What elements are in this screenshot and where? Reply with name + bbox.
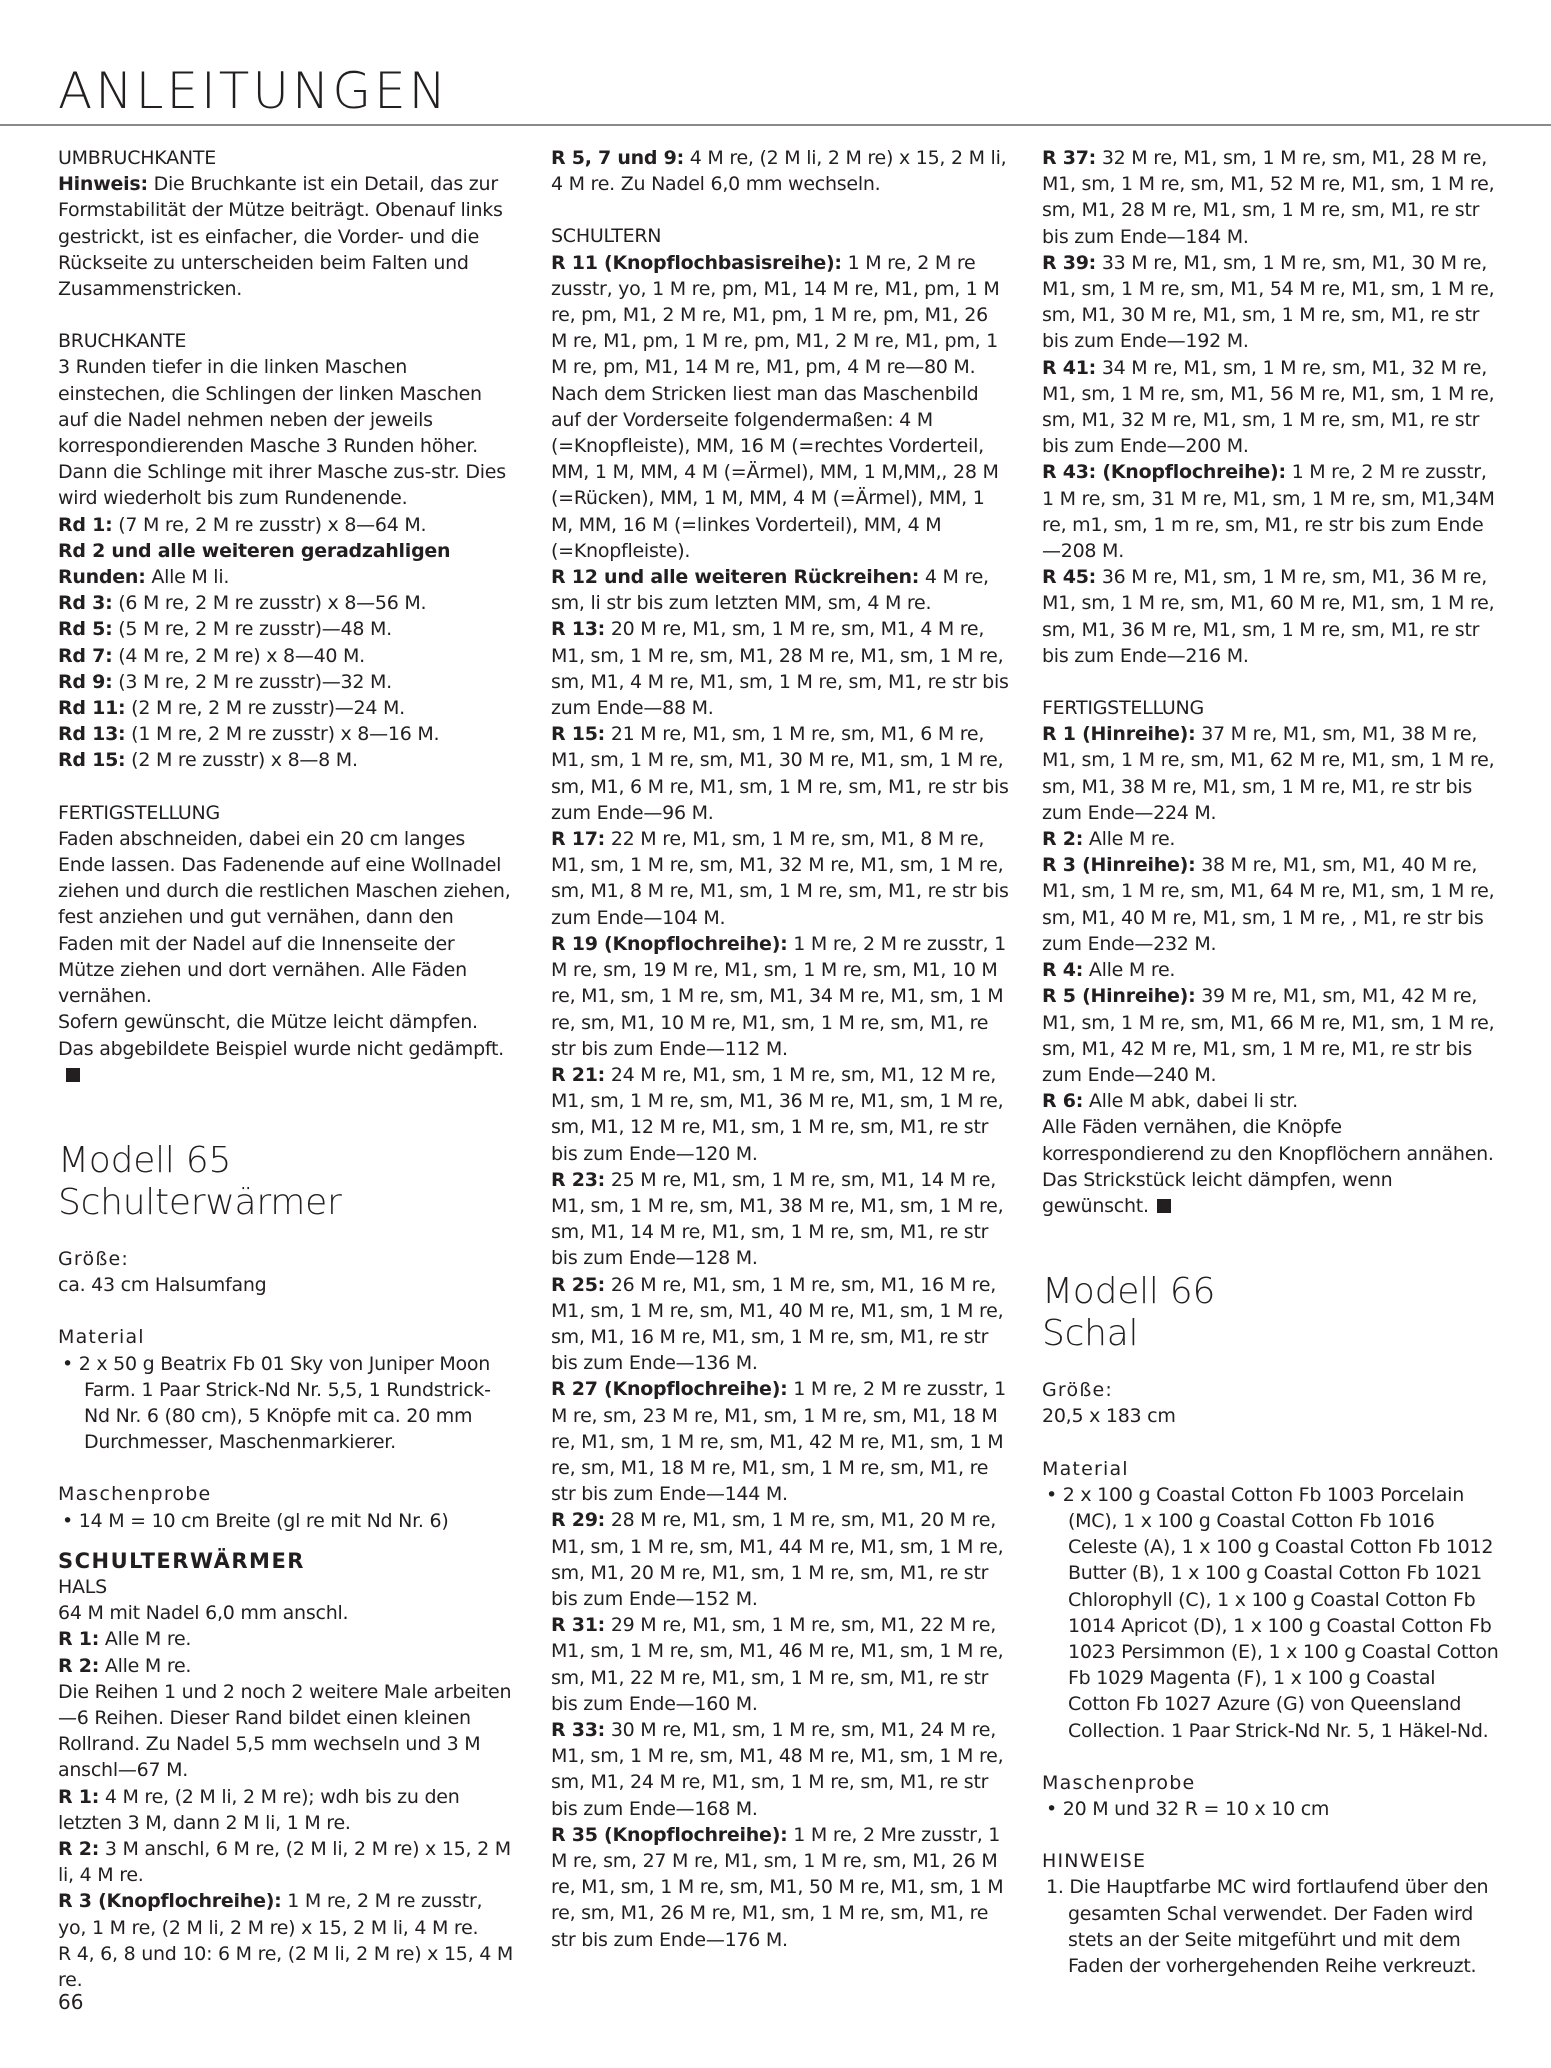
row-label: R 15:	[551, 723, 606, 746]
row-item	[551, 721, 1009, 826]
page-number: 66	[58, 1990, 84, 2014]
row-label: R 21:	[551, 1063, 606, 1086]
row-label: R 37:	[1042, 147, 1097, 169]
row-label: R 45:	[1042, 566, 1097, 589]
row-label: R 27 (Knopflochreihe):	[551, 1378, 788, 1401]
row-item	[1042, 250, 1500, 355]
fertig-text-3	[1042, 1114, 1500, 1219]
hinweis-paragraph	[58, 171, 513, 302]
row-label: Rd 11:	[58, 697, 126, 720]
material-text-2: • 2 x 100 g Coastal Cotton Fb 1003 Porcelain (MC), 1 x 100 g Coastal Cotton Fb 1016 Celeste (A), 1 x 100 g Coastal Cotton Fb 1012 Butter (B), 1 x 100 g Coastal Cotton Fb 1021 Chlorophyll (C), 1 x 100 g Coastal Cotton Fb 1014 Apricot (D), 1 x 100 g Coastal Cotton Fb 1023 Persimmon (E), 1 x 100 g Coastal Cotton Fb 1029 Magenta (F), 1 x 100 g Coastal Cotton Fb 1027 Azure (G) von Queensland Collection. 1 Paar Strick-Nd Nr. 5, 1 Häkel-Nd.	[1046, 1483, 1499, 1742]
row-text: 25 M re, M1, sm, 1 M re, sm, M1, 14 M re, M1, sm, 1 M re, sm, M1, 38 M re, M1, sm, 1 M re, sm, M1, 14 M re, M1, sm, 1 M re, sm, M1, re str bis zum Ende—128 M.	[551, 1168, 1004, 1270]
row-text: (4 M re, 2 M re) x 8—40 M.	[112, 644, 365, 667]
row-text: 24 M re, M1, sm, 1 M re, sm, M1, 12 M re, M1, sm, 1 M re, sm, M1, 36 M re, M1, sm, 1 M re, sm, M1, 12 M re, M1, sm, 1 M re, sm, M1, re str bis zum Ende—120 M.	[551, 1063, 1004, 1165]
section-heading-schultern: SCHULTERN	[551, 225, 662, 248]
row-item	[551, 616, 1009, 721]
column-1	[58, 145, 513, 1993]
row-label: R 4:	[1042, 959, 1084, 982]
row-item	[551, 1272, 1009, 1377]
row-item	[58, 669, 513, 695]
model-65-subtitle: Schulterwärmer	[58, 1181, 342, 1223]
row-label: R 35 (Knopflochreihe):	[551, 1823, 788, 1846]
row-r1b	[58, 1784, 513, 1836]
groesse-label: Größe:	[58, 1247, 130, 1270]
section-heading-umbruchkante: UMBRUCHKANTE	[58, 147, 216, 169]
row-r1	[58, 1626, 513, 1652]
row-item	[1042, 1088, 1500, 1114]
row-text: Alle M re.	[99, 1654, 192, 1677]
row-text: 20 M re, M1, sm, 1 M re, sm, M1, 4 M re, M1, sm, 1 M re, sm, M1, 28 M re, M1, sm, 1 M re, sm, M1, 4 M re, M1, sm, 1 M re, sm, M1, re str bis zum Ende—88 M.	[551, 618, 1009, 720]
row-label: R 1:	[58, 1628, 100, 1651]
row-text: 4 M re, (2 M li, 2 M re); wdh bis zu den letzten 3 M, dann 2 M li, 1 M re.	[58, 1785, 460, 1834]
material-label-2: Material	[1042, 1457, 1129, 1480]
row-text: 4 M re, sm, li str bis zum letzten MM, sm, 4 M re.	[551, 566, 989, 615]
row-text: (5 M re, 2 M re zusstr)—48 M.	[112, 618, 392, 641]
row-text: 30 M re, M1, sm, 1 M re, sm, M1, 24 M re, M1, sm, 1 M re, sm, M1, 48 M re, M1, sm, 1 M re, sm, M1, 24 M re, M1, sm, 1 M re, sm, M1, re str bis zum Ende—168 M.	[551, 1718, 1004, 1820]
row-label: R 6:	[1042, 1090, 1084, 1113]
model-66-title: Modell 66	[1042, 1271, 1216, 1313]
row-item	[58, 616, 513, 642]
groesse-text: ca. 43 cm Halsumfang	[58, 1274, 267, 1297]
row-label: R 19 (Knopflochreihe):	[551, 932, 788, 955]
row-label: R 5 (Hinreihe):	[1042, 985, 1196, 1008]
row-label: Rd 1:	[58, 513, 113, 536]
row-text: 1 M re, 2 M re zusstr, 1 M re, sm, 19 M re, M1, sm, 1 M re, sm, M1, 10 M re, M1, sm, 1 M re, sm, M1, 34 M re, M1, sm, 1 M re, sm, M1, 10 M re, M1, sm, 1 M re, sm, M1, re str bis zum Ende—112 M.	[551, 932, 1006, 1060]
row-text: 36 M re, M1, sm, 1 M re, sm, M1, 36 M re, M1, sm, 1 M re, sm, M1, 60 M re, M1, sm, 1 M re, sm, M1, 36 M re, M1, sm, 1 M re, sm, M1, re str bis zum Ende—216 M.	[1042, 566, 1495, 667]
row-label: R 43: (Knopflochreihe):	[1042, 461, 1286, 484]
row-text: (2 M re zusstr) x 8—8 M.	[125, 749, 358, 772]
hinweis-label: Hinweis:	[58, 173, 148, 196]
header-divider	[0, 124, 1551, 126]
row-item	[551, 826, 1009, 931]
fertig-text-2-content: Sofern gewünscht, die Mütze leicht dämpfen. Das abgebildete Beispiel wurde nicht gedämpft.	[58, 1011, 504, 1060]
row-text: 22 M re, M1, sm, 1 M re, sm, M1, 8 M re, M1, sm, 1 M re, sm, M1, 32 M re, M1, sm, 1 M re, sm, M1, 8 M re, M1, sm, 1 M re, sm, M1, re str bis zum Ende—104 M.	[551, 828, 1009, 929]
section-heading-bruchkante: BRUCHKANTE	[58, 330, 187, 353]
fertig-text-2	[58, 1009, 513, 1088]
row-item	[58, 538, 513, 590]
row-text: 38 M re, M1, sm, M1, 40 M re, M1, sm, 1 M re, sm, M1, 64 M re, M1, sm, 1 M re, sm, M1, 40 M re, M1, sm, 1 M re, , M1, re str bis zum Ende—232 M.	[1042, 854, 1495, 955]
row-item	[1042, 355, 1500, 460]
row-r2b	[58, 1836, 513, 1888]
row-item	[58, 643, 513, 669]
row-text: Alle M li.	[145, 566, 230, 589]
row-label: R 33:	[551, 1718, 606, 1741]
row-item	[58, 512, 513, 538]
row-text: 32 M re, M1, sm, 1 M re, sm, M1, 28 M re, M1, sm, 1 M re, sm, M1, 52 M re, M1, sm, 1 M re, sm, M1, 28 M re, M1, sm, 1 M re, sm, M1, re str bis zum Ende—184 M.	[1042, 147, 1495, 248]
row-text: 1 M re, 2 M re zusstr, yo, 1 M re, pm, M1, 14 M re, M1, pm, 1 M re, pm, M1, 2 M re, M1, pm, 1 M re, pm, M1, 26 M re, M1, pm, 1 M re, pm, M1, 2 M re, M1, pm, 1 M re, pm, M1, 14 M re, M1, pm, 4 M re—80 M.	[551, 251, 1000, 379]
end-square-icon	[1157, 1199, 1171, 1213]
row-text: (1 M re, 2 M re zusstr) x 8—16 M.	[125, 723, 440, 746]
model-66-subtitle: Schal	[1042, 1313, 1139, 1355]
row-label: Rd 2 und alle weiteren geradzahligen Runden:	[58, 539, 451, 589]
row-label: Rd 3:	[58, 592, 113, 615]
row-text: 39 M re, M1, sm, M1, 42 M re, M1, sm, 1 M re, sm, M1, 66 M re, M1, sm, 1 M re, sm, M1, 42 M re, M1, sm, 1 M re, M1, re str bis zum Ende—240 M.	[1042, 985, 1495, 1086]
row-item	[1042, 826, 1500, 852]
row-r4: R 4, 6, 8 und 10: 6 M re, (2 M li, 2 M re) x 15, 4 M re.	[58, 1942, 513, 1991]
row-text: 26 M re, M1, sm, 1 M re, sm, M1, 16 M re, M1, sm, 1 M re, sm, M1, 40 M re, M1, sm, 1 M re, sm, M1, 16 M re, M1, sm, 1 M re, sm, M1, re str bis zum Ende—136 M.	[551, 1273, 1004, 1375]
row-text: (7 M re, 2 M re zusstr) x 8—64 M.	[112, 513, 427, 536]
row-label: R 13:	[551, 618, 606, 641]
row-label: Rd 15:	[58, 749, 126, 772]
groesse-label-2: Größe:	[1042, 1379, 1114, 1402]
row-label: R 2:	[58, 1837, 100, 1860]
row-item	[58, 721, 513, 747]
maschenbild-note: Nach dem Stricken liest man das Maschenbild auf der Vorderseite folgendermaßen: 4 M (=Knopfleiste), MM, 16 M (=rechtes Vorderteil, MM, 1 M, MM, 4 M (=Ärmel), MM, 1 M,MM,, 28 M (=Rücken), MM, 1 M, MM, 4 M (=Ärmel), MM, 1 M, MM, 16 M (=linkes Vorderteil), MM, 4 M (=Knopfleiste).	[551, 382, 999, 562]
row-label: R 31:	[551, 1614, 606, 1637]
section-heading-fertigstellung: FERTIGSTELLUNG	[58, 801, 220, 824]
row-item	[58, 747, 513, 773]
hinweis-text: Die Bruchkante ist ein Detail, das zur Formstabilität der Mütze beiträgt. Obenauf links gestrickt, ist es einfacher, die Vorder- und die Rückseite zu unterscheiden beim Falten und Zusammenstricken.	[58, 173, 503, 301]
material-text: • 2 x 50 g Beatrix Fb 01 Sky von Juniper Moon Farm. 1 Paar Strick-Nd Nr. 5,5, 1 Rundstrick-Nd Nr. 6 (80 cm), 5 Knöpfe mit ca. 20 mm Durchmesser, Maschenmarkierer.	[62, 1352, 491, 1454]
row-item	[551, 1822, 1009, 1953]
row-label: R 1:	[58, 1785, 100, 1808]
row-item	[551, 1062, 1009, 1167]
material-label: Material	[58, 1326, 145, 1349]
row-text: 29 M re, M1, sm, 1 M re, sm, M1, 22 M re, M1, sm, 1 M re, sm, M1, 46 M re, M1, sm, 1 M re, sm, M1, 22 M re, M1, sm, 1 M re, sm, M1, re str bis zum Ende—160 M.	[551, 1614, 1004, 1715]
row-label: R 12 und alle weiteren Rückreihen:	[551, 566, 920, 589]
row-label: R 41:	[1042, 356, 1097, 379]
row-text: 3 M anschl, 6 M re, (2 M li, 2 M re) x 15, 2 M li, 4 M re.	[58, 1837, 511, 1887]
section-heading-hals: HALS	[58, 1575, 107, 1598]
row-text: 1 M re, 2 M re zusstr, yo, 1 M re, (2 M li, 2 M re) x 15, 2 M li, 4 M re.	[58, 1890, 483, 1939]
row-label: Rd 9:	[58, 670, 113, 693]
maschenprobe-label-2: Maschenprobe	[1042, 1771, 1196, 1794]
groesse-text-2: 20,5 x 183 cm	[1042, 1405, 1176, 1428]
row-label: R 25:	[551, 1273, 606, 1296]
model-65-title: Modell 65	[58, 1139, 232, 1181]
row-text: (3 M re, 2 M re zusstr)—32 M.	[112, 670, 392, 693]
row-text: 34 M re, M1, sm, 1 M re, sm, M1, 32 M re, M1, sm, 1 M re, sm, M1, 56 M re, M1, sm, 1 M re, sm, M1, 32 M re, M1, sm, 1 M re, sm, M1, re str bis zum Ende—200 M.	[1042, 356, 1495, 458]
row-item	[1042, 145, 1500, 250]
row-item	[1042, 957, 1500, 983]
col2-rows-list	[551, 564, 1009, 1953]
row-item	[551, 1717, 1009, 1822]
row-text: 1 M re, 2 M re zusstr, 1 M re, sm, 23 M re, M1, sm, 1 M re, sm, M1, 18 M re, M1, sm, 1 M re, sm, M1, 42 M re, M1, sm, 1 M re, sm, M1, 18 M re, M1, sm, 1 M re, sm, M1, re str bis zum Ende—144 M.	[551, 1378, 1006, 1506]
repeat-text: Die Reihen 1 und 2 noch 2 weitere Male arbeiten—6 Reihen. Dieser Rand bildet einen kleinen Rollrand. Zu Nadel 5,5 mm wechseln und 3 M anschl—67 M.	[58, 1680, 512, 1782]
maschenprobe-label: Maschenprobe	[58, 1483, 212, 1506]
finishing-rows-list	[1042, 721, 1500, 1114]
row-label: R 23:	[551, 1168, 606, 1191]
row-item	[551, 1612, 1009, 1717]
row-label: R 17:	[551, 828, 606, 851]
row-item	[551, 1507, 1009, 1612]
page-header: ANLEITUNGEN	[58, 62, 450, 120]
row-label: Rd 13:	[58, 723, 126, 746]
row-text: Alle M re.	[99, 1628, 192, 1651]
bruchkante-text: 3 Runden tiefer in die linken Maschen einstechen, die Schlingen der linken Maschen auf die Nadel nehmen neben der jeweils korrespondierenden Masche 3 Runden höher. Dann die Schlinge mit ihrer Masche zus-str. Dies wird wiederholt bis zum Rundenende.	[58, 356, 506, 510]
row-text: 33 M re, M1, sm, 1 M re, sm, M1, 30 M re, M1, sm, 1 M re, sm, M1, 54 M re, M1, sm, 1 M re, sm, M1, 30 M re, M1, sm, 1 M re, sm, M1, re str bis zum Ende—192 M.	[1042, 251, 1495, 353]
row-text: Alle M re.	[1083, 959, 1176, 982]
row-text: 21 M re, M1, sm, 1 M re, sm, M1, 6 M re, M1, sm, 1 M re, sm, M1, 30 M re, M1, sm, 1 M re, sm, M1, 6 M re, M1, sm, 1 M re, sm, M1, re str bis zum Ende—96 M.	[551, 723, 1009, 824]
column-2	[551, 145, 1009, 1953]
row-text: 37 M re, M1, sm, M1, 38 M re, M1, sm, 1 M re, sm, M1, 62 M re, M1, sm, 1 M re, sm, M1, 38 M re, M1, sm, 1 M re, M1, re str bis zum Ende—224 M.	[1042, 723, 1495, 824]
row-item	[1042, 459, 1500, 564]
row-item	[551, 931, 1009, 1062]
row-label: R 29:	[551, 1509, 606, 1532]
section-heading-hinweise: HINWEISE	[1042, 1850, 1147, 1873]
fertig-text-1: Faden abschneiden, dabei ein 20 cm langes Ende lassen. Das Fadenende auf eine Wollnadel ziehen und durch die restlichen Maschen ziehen, fest anziehen und gut vernähen, dann den Faden mit der Nadel auf die Innenseite der Mütze ziehen und dort vernähen. Alle Fäden vernähen.	[58, 827, 511, 1008]
column-3	[1042, 145, 1500, 1979]
hinweise-text: 1. Die Hauptfarbe MC wird fortlaufend über den gesamten Schal verwendet. Der Faden wird stets an der Seite mitgeführt und mit dem Faden der vorhergehenden Reihe verkreuzt.	[1046, 1876, 1489, 1977]
maschenprobe-text: • 14 M = 10 cm Breite (gl re mit Nd Nr. 6)	[62, 1509, 449, 1532]
row-text: (2 M re, 2 M re zusstr)—24 M.	[125, 697, 405, 720]
row-text: 28 M re, M1, sm, 1 M re, sm, M1, 20 M re, M1, sm, 1 M re, sm, M1, 44 M re, M1, sm, 1 M re, sm, M1, 20 M re, M1, sm, 1 M re, sm, M1, re str bis zum Ende—152 M.	[551, 1509, 1004, 1610]
row-text: 1 M re, 2 M re zusstr, 1 M re, sm, 31 M re, M1, sm, 1 M re, sm, M1,34M re, m1, sm, 1 m re, sm, M1, re str bis zum Ende—208 M.	[1042, 461, 1495, 563]
row-label: R 39:	[1042, 251, 1097, 274]
row-text: Alle M re.	[1083, 828, 1176, 851]
row-item	[551, 1376, 1009, 1507]
row-label: R 2:	[58, 1654, 100, 1677]
row-item	[58, 590, 513, 616]
row-label: R 3 (Knopflochreihe):	[58, 1890, 282, 1913]
row-r5	[551, 145, 1009, 197]
row-item	[551, 564, 1009, 616]
row-text: Alle M abk, dabei li str.	[1083, 1090, 1298, 1113]
row-item	[551, 1167, 1009, 1272]
row-r11	[551, 250, 1009, 381]
row-label: R 1 (Hinreihe):	[1042, 723, 1196, 746]
row-item	[1042, 983, 1500, 1088]
row-label: R 5, 7 und 9:	[551, 147, 684, 169]
row-item	[1042, 564, 1500, 669]
section-heading-fertigstellung-2: FERTIGSTELLUNG	[1042, 697, 1204, 720]
fertig-text-3-content: Alle Fäden vernähen, die Knöpfe korrespondierend zu den Knopflöchern annähen. Das Strickstück leicht dämpfen, wenn gewünscht.	[1042, 1116, 1494, 1217]
end-square-icon	[66, 1068, 80, 1082]
row-item	[1042, 721, 1500, 826]
row-item	[58, 695, 513, 721]
row-text: 1 M re, 2 Mre zusstr, 1 M re, sm, 27 M re, M1, sm, 1 M re, sm, M1, 26 M re, M1, sm, 1 M re, sm, M1, 50 M re, M1, sm, 1 M re, sm, M1, 26 M re, M1, sm, 1 M re, sm, M1, re str bis zum Ende—176 M.	[551, 1823, 1004, 1951]
col3-rows-list	[1042, 145, 1500, 669]
row-text: 4 M re, (2 M li, 2 M re) x 15, 2 M li, 4 M re. Zu Nadel 6,0 mm wechseln.	[551, 147, 1007, 196]
row-label: Rd 5:	[58, 618, 113, 641]
rounds-list	[58, 512, 513, 774]
hals-text: 64 M mit Nadel 6,0 mm anschl.	[58, 1602, 349, 1625]
row-r2	[58, 1653, 513, 1679]
row-item	[1042, 852, 1500, 957]
maschenprobe-text-2: • 20 M und 32 R = 10 x 10 cm	[1046, 1797, 1330, 1820]
row-label: R 2:	[1042, 828, 1084, 851]
row-label: R 3 (Hinreihe):	[1042, 854, 1196, 877]
section-heading-schulterwaermer: SCHULTERWÄRMER	[58, 1548, 305, 1573]
row-text: (6 M re, 2 M re zusstr) x 8—56 M.	[112, 592, 427, 615]
row-r3	[58, 1888, 513, 1940]
row-label: R 11 (Knopflochbasisreihe):	[551, 251, 842, 274]
row-label: Rd 7:	[58, 644, 113, 667]
